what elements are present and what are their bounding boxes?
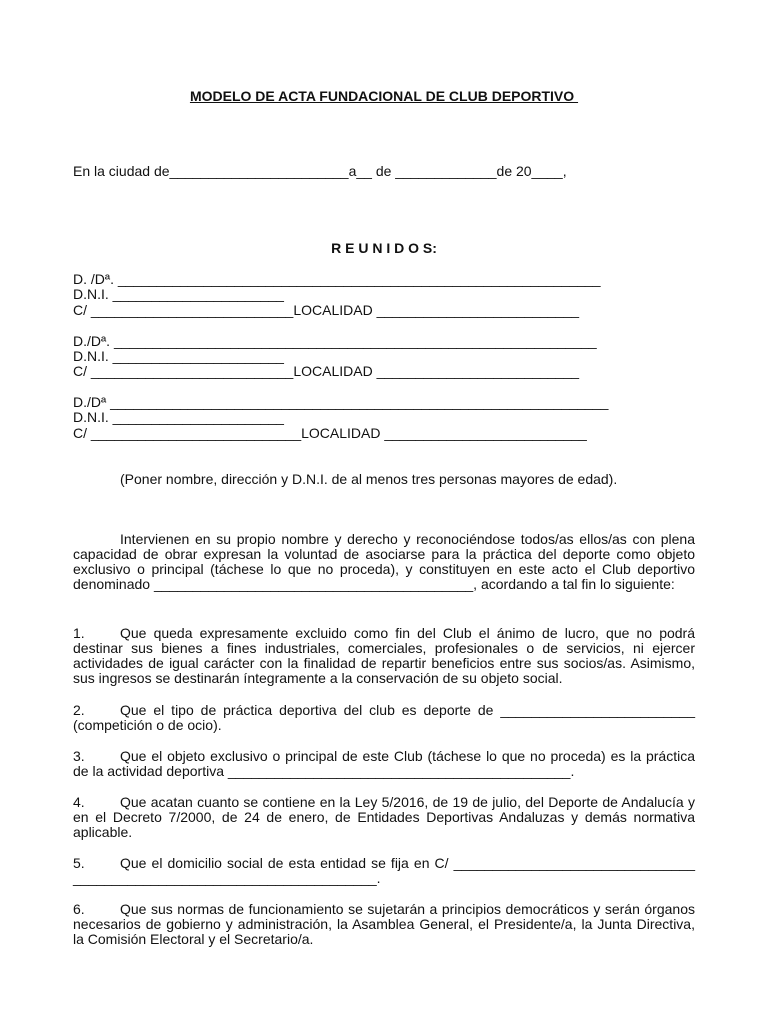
clause-1: [73, 626, 695, 686]
clause-1-number: 1.: [73, 625, 85, 641]
clause-6-text: Que sus normas de funcionamiento se sujetarán a principios democráticos y serán órganos necesarios de gobierno y administración, la Asamblea General, el Presidente/a, la Junta Directiva, la Comisión Electoral y el Secretario/a.: [73, 901, 695, 947]
clause-2-number: 2.: [73, 702, 85, 718]
clause-5: [73, 856, 695, 886]
clause-4-text: Que acatan cuanto se contiene en la Ley 5/2016, de 19 de julio, del Deporte de Andalucía y en el Decreto 7/2000, de 24 de enero, de Entidades Deportivas Andaluzas y demás normativa aplicable.: [73, 794, 695, 840]
clause-3-number: 3.: [73, 748, 85, 764]
person-3-name: D./Dª ________________________________________________________________: [73, 394, 609, 410]
clause-6: [73, 902, 695, 947]
clause-4: [73, 795, 695, 840]
clause-3: [73, 749, 695, 779]
person-2-address: C/ __________________________LOCALIDAD __________________________: [73, 363, 580, 379]
person-3-address: C/ ___________________________LOCALIDAD __________________________: [73, 425, 587, 441]
person-3-dni: D.N.I. ______________________: [73, 409, 284, 425]
clause-1-text: Que queda expresamente excluido como fin del Club el ánimo de lucro, que no podrá destinar sus bienes a fines industriales, comerciales, profesionales o de servicios, ni ejercer actividades de igual carácter con la finalidad de repartir beneficios entre sus socios/as. Asimismo, sus ingresos se destinarán íntegramente a la conservación de su objeto social.: [73, 625, 695, 686]
person-2-dni: D.N.I. ______________________: [73, 348, 284, 364]
clause-2: [73, 703, 695, 733]
clause-5-number: 5.: [73, 855, 85, 871]
person-2-name: D./Dª. ______________________________________________________________: [73, 333, 597, 349]
clause-6-number: 6.: [73, 901, 85, 917]
person-1-address: C/ __________________________LOCALIDAD __________________________: [73, 302, 580, 318]
reunidos-heading: R E U N I D O S:: [331, 240, 437, 256]
city-date-line: En la ciudad de_______________________a__ de _____________de 20____,: [73, 163, 567, 179]
clause-2-text: Que el tipo de práctica deportiva del club es deporte de _________________________ (competición o de ocio).: [73, 702, 695, 733]
instruction-note: (Poner nombre, dirección y D.N.I. de al menos tres personas mayores de edad).: [120, 471, 618, 487]
document-title: MODELO DE ACTA FUNDACIONAL DE CLUB DEPORTIVO: [189, 88, 579, 104]
person-1-name: D. /Dª. ______________________________________________________________: [73, 271, 601, 287]
clause-4-number: 4.: [73, 794, 85, 810]
clause-3-text: Que el objeto exclusivo o principal de este Club (táchese lo que no proceda) es la práctica de la actividad deportiva ____________________________________________.: [73, 748, 695, 779]
intro-paragraph: Intervienen en su propio nombre y derecho y reconociéndose todos/as ellos/as con plena capacidad de obrar expresan la voluntad de asociarse para la práctica del deporte como objeto exclusivo o principal (táchese lo que no proceda), y constituyen en este acto el Club deportivo denominado _________________________________________, acordando a tal fin lo siguiente:: [73, 531, 695, 592]
person-1-dni: D.N.I. ______________________: [73, 286, 284, 302]
clause-5-text: Que el domicilio social de esta entidad se fija en C/ _______________________________ _______________________________________.: [73, 855, 695, 886]
